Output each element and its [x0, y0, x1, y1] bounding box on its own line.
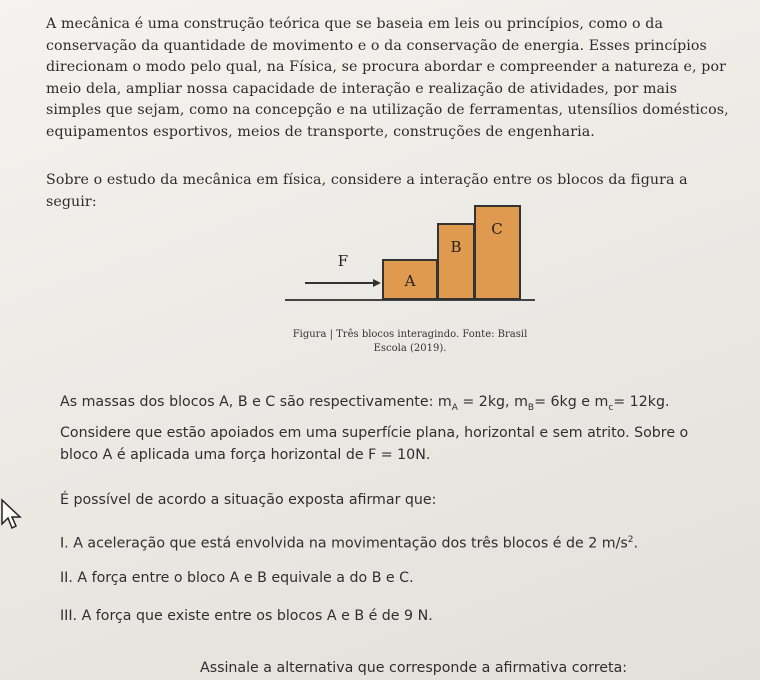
- mass-b-value: = 6kg e: [534, 394, 595, 410]
- masses-statement: [60, 392, 669, 418]
- force-arrow-head: [373, 279, 381, 287]
- masses-text: As massas dos blocos A, B e C são respectivamente:: [60, 394, 438, 410]
- question-intro: É possível de acordo a situação exposta afirmar que:: [60, 492, 437, 508]
- statement-i-end: .: [633, 535, 639, 552]
- statement-iii: III. A força que existe entre os blocos A e B é de 9 N.: [60, 608, 433, 624]
- mass-c-value: = 12kg.: [613, 394, 670, 410]
- mass-a-sub: A: [451, 402, 458, 413]
- figure-caption: [270, 328, 550, 356]
- force-label: F: [337, 252, 349, 270]
- consider-paragraph: Considere que estão apoiados em uma superfície plana, horizontal e sem atrito. Sobre o bloco A é aplicada uma força horizontal de F = 10N.: [60, 425, 689, 463]
- mass-b-symbol: m: [514, 394, 528, 410]
- mass-a-value: = 2kg,: [457, 394, 515, 410]
- final-prompt: Assinale a alternativa que corresponde a afirmativa correta:: [200, 660, 628, 676]
- block-b: [438, 224, 474, 299]
- mass-b-sub: B: [527, 402, 535, 413]
- mass-a-symbol: m: [437, 394, 452, 410]
- statement-ii: II. A força entre o bloco A e B equivale a do B e C.: [60, 570, 414, 586]
- mass-c-sub: c: [608, 402, 614, 413]
- context-paragraph: Sobre o estudo da mecânica em física, considere a interação entre os blocos da figura a seguir:: [46, 172, 688, 210]
- caption-line-1: Figura | Três blocos interagindo. Fonte: Brasil: [292, 329, 528, 340]
- block-c-label: C: [491, 220, 503, 238]
- statement-i-exponent: 2: [627, 535, 634, 545]
- mouse-cursor-icon: [0, 498, 24, 532]
- block-a-label: A: [404, 272, 416, 290]
- statement-i: [60, 530, 638, 554]
- intro-paragraph: A mecânica é uma construção teórica que se baseia em leis ou princípios, como o da conservação da quantidade de movimento e o da conservação de energia. Esses princípios direcionam o modo pelo qual, na Física, se procura abordar e compreender a natureza e, por meio dela, ampliar nossa capacidade de interação e realização de atividades, por mais simples que sejam, como na concepção e na utilização de ferramentas, utensílios domésticos, equipamentos esportivos, meios de transporte, construções de engenharia.: [46, 16, 729, 140]
- mass-c-symbol: m: [594, 394, 609, 410]
- statement-i-text: I. A aceleração que está envolvida na movimentação dos três blocos é de 2 m/s: [60, 535, 628, 552]
- caption-line-2: Escola (2019).: [373, 343, 447, 354]
- block-b-label: B: [450, 238, 462, 256]
